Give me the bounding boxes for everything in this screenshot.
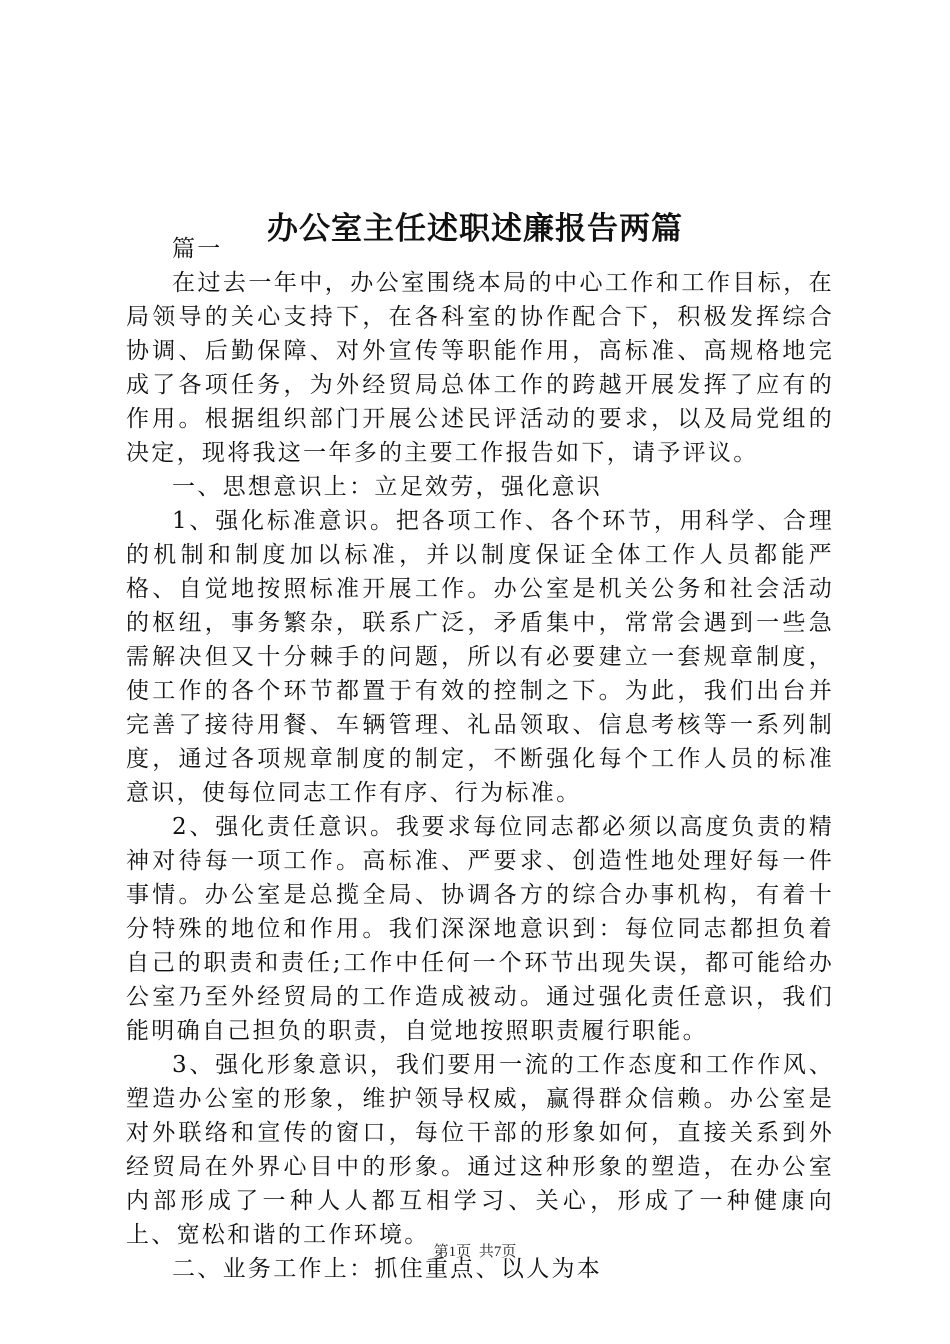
- intro-paragraph: 在过去一年中，办公室围绕本局的中心工作和工作目标，在局领导的关心支持下，在各科室的协作配合下，积极发挥综合协调、后勤保障、对外宣传等职能作用，高标准、高规格地完成了各项任务，为外经贸局总体工作的跨越开展发挥了应有的作用。根据组织部门开展公述民评活动的要求，以及局党组的决定，现将我这一年多的主要工作报告如下，请予评议。: [126, 270, 834, 466]
- body-paragraph: 2、强化责任意识。我要求每位同志都必须以高度负责的精神对待每一项工作。高标准、严要求、创造性地处理好每一件事情。办公室是总揽全局、协调各方的综合办事机构，有着十分特殊的地位和作用。我们深深地意识到：每位同志都担负着自己的职责和责任;工作中任何一个环节出现失误，都可能给办公室乃至外经贸局的工作造成被动。通过强化责任意识，我们能明确自己担负的职责，自觉地按照职责履行职能。: [126, 814, 834, 1044]
- page-number: 第1页: [433, 1244, 472, 1260]
- section-label: 篇一: [172, 236, 223, 262]
- section-heading: 一、思想意识上：立足效劳，强化意识: [172, 474, 603, 500]
- section-heading: 二、业务工作上：抓住重点、以人为本: [172, 1256, 603, 1282]
- document-title: 办公室主任述职述廉报告两篇: [267, 210, 683, 247]
- body-paragraph: 1、强化标准意识。把各项工作、各个环节，用科学、合理的机制和制度加以标准，并以制度保证全体工作人员都能严格、自觉地按照标准开展工作。办公室是机关公务和社会活动的枢纽，事务繁杂，联系广泛，矛盾集中，常常会遇到一些急需解决但又十分棘手的问题，所以有必要建立一套规章制度，使工作的各个环节都置于有效的控制之下。为此，我们出台并完善了接待用餐、车辆管理、礼品领取、信息考核等一系列制度，通过各项规章制度的制定，不断强化每个工作人员的标准意识，使每位同志工作有序、行为标准。: [126, 508, 834, 806]
- page-total: 共7页: [478, 1244, 517, 1260]
- document-body: [126, 232, 834, 1286]
- body-paragraph: 3、强化形象意识，我们要用一流的工作态度和工作作风、塑造办公室的形象，维护领导权威，赢得群众信赖。办公室是对外联络和宣传的窗口，每位干部的形象如何，直接关系到外经贸局在外界心目中的形象。通过这种形象的塑造，在办公室内部形成了一种人人都互相学习、关心，形成了一种健康向上、宽松和谐的工作环境。: [126, 1052, 834, 1248]
- page-footer: [0, 1241, 950, 1263]
